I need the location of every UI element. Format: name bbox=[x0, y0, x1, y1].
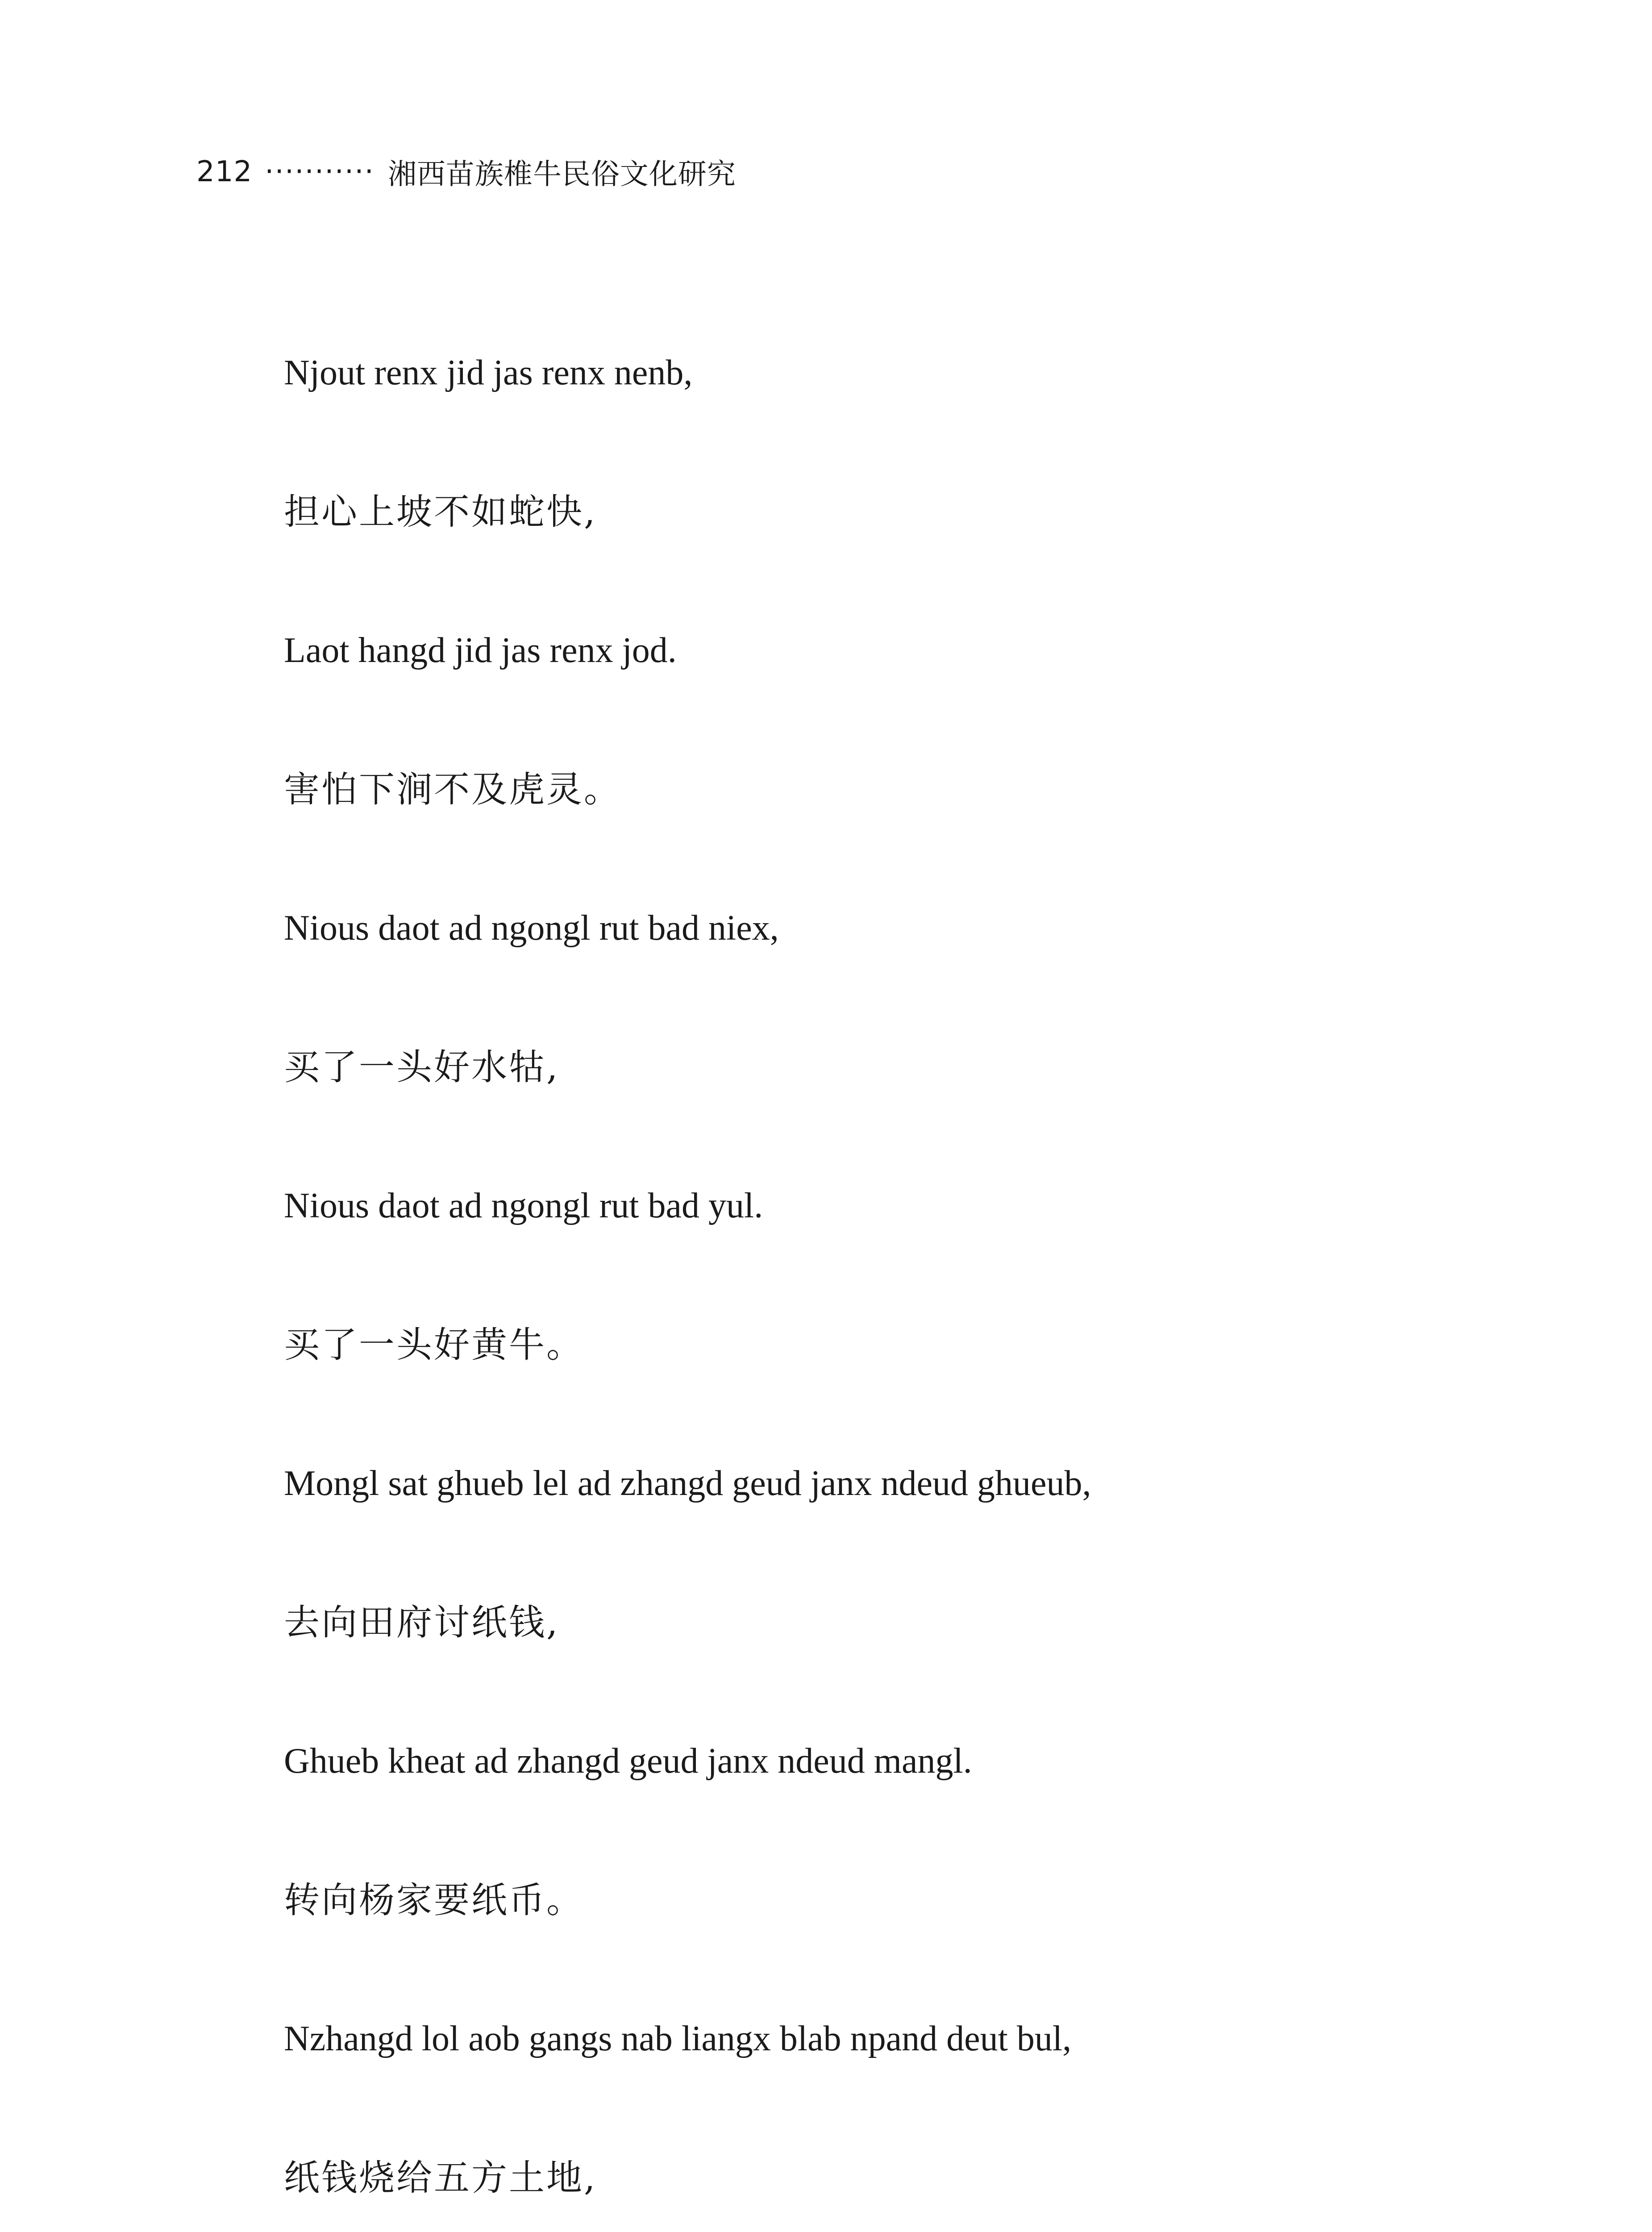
chinese-verse-line: 纸钱烧给五方土地, bbox=[284, 2157, 597, 2199]
verse-lines bbox=[284, 304, 1578, 2232]
miao-verse-line: Nious daot ad ngongl rut bad niex, bbox=[284, 908, 779, 948]
miao-verse-line: Ghueb kheat ad zhangd geud janx ndeud mangl. bbox=[284, 1741, 972, 1781]
book-title: 湘西苗族椎牛民俗文化研究 bbox=[387, 158, 736, 191]
chinese-verse-line: 担心上坡不如蛇快, bbox=[284, 491, 597, 533]
miao-verse-line: Nious daot ad ngongl rut bad yul. bbox=[284, 1186, 763, 1225]
miao-verse-line: Njout renx jid jas renx nenb, bbox=[284, 353, 693, 392]
chinese-verse-line: 害怕下涧不及虎灵。 bbox=[284, 769, 621, 810]
chinese-verse-line: 买了一头好水牯, bbox=[284, 1046, 560, 1088]
miao-verse-line: Mongl sat ghueb lel ad zhangd geud janx ndeud ghueub, bbox=[284, 1464, 1091, 1503]
page-header bbox=[196, 147, 736, 196]
header-dots: ··········· bbox=[265, 155, 375, 188]
miao-verse-line: Laot hangd jid jas renx jod. bbox=[284, 631, 677, 670]
chinese-verse-line: 买了一头好黄牛。 bbox=[284, 1324, 584, 1366]
chinese-verse-line: 转向杨家要纸币。 bbox=[284, 1879, 584, 1921]
chinese-verse-line: 去向田府讨纸钱, bbox=[284, 1602, 560, 1643]
page-number: 212 bbox=[196, 155, 253, 188]
miao-verse-line: Nzhangd lol aob gangs nab liangx blab npand deut bul, bbox=[284, 2019, 1072, 2058]
